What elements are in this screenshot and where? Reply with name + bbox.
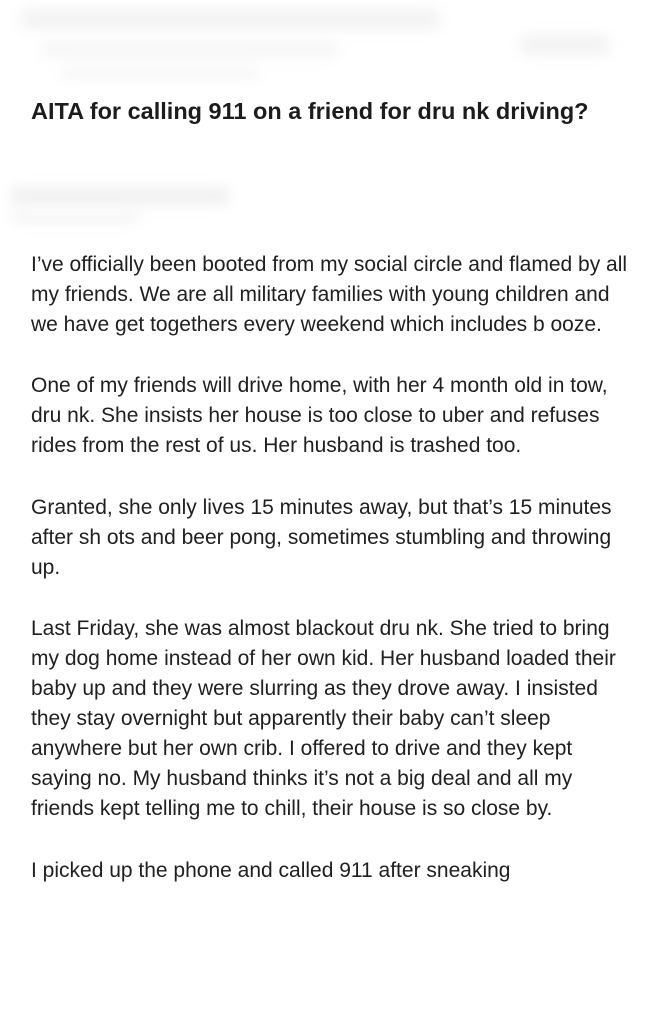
post-paragraph: I’ve officially been booted from my social circle and flamed by all my friends. We are all military families with young children and we have get togethers every weekend which includes b ooze. <box>31 253 628 337</box>
post-paragraph: Granted, she only lives 15 minutes away, but that’s 15 minutes after sh ots and beer pong, sometimes stumbling and throwing up. <box>31 495 612 579</box>
post-body <box>31 250 629 917</box>
blurred-header-bar <box>20 8 440 30</box>
blurred-post-meta <box>10 210 140 224</box>
post-paragraph: One of my friends will drive home, with her 4 month old in tow, dru nk. She insists her house is too close to uber and refuses rides from the rest of us. Her husband is trashed too. <box>31 374 608 458</box>
post-paragraph: Last Friday, she was almost blackout dru nk. She tried to bring my dog home instead of her own kid. Her husband loaded their baby up and they were slurring as they drove away. I insisted they stay overnight but apparently their baby can’t sleep anywhere but her own crib. I offered to drive and they kept saying no. My husband thinks it’s not a big deal and all my friends kept telling me to chill, their house is so close by. <box>31 616 616 821</box>
blurred-header-subtext <box>60 66 260 80</box>
post-title: AITA for calling 911 on a friend for dru nk driving? <box>31 98 589 124</box>
blurred-header-meta <box>40 42 340 58</box>
post-paragraph: I picked up the phone and called 911 after sneaking <box>31 858 511 882</box>
blurred-header-action <box>520 34 610 56</box>
blurred-author-line <box>10 186 230 206</box>
